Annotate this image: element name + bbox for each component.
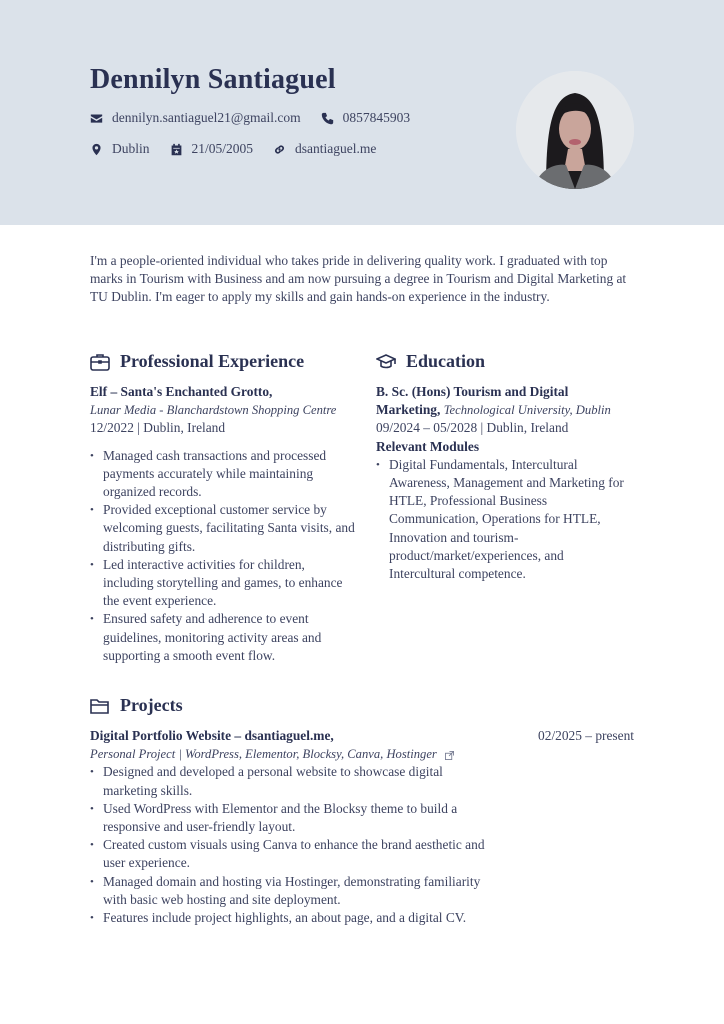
birthdate-item xyxy=(170,141,254,157)
calendar-icon xyxy=(170,143,183,156)
project-subtitle: Personal Project | WordPress, Elementor, Blocksy, Canva, Hostinger xyxy=(90,747,437,762)
modules-list xyxy=(376,456,626,583)
graduation-cap-icon xyxy=(376,353,396,371)
section-experience-title xyxy=(90,351,304,372)
envelope-icon xyxy=(90,112,103,125)
project-bullet: • Used WordPress with Elementor and the Blocksy theme to build a responsive and user-friendly layout. xyxy=(90,800,490,836)
map-pin-icon xyxy=(90,143,103,156)
phone-icon xyxy=(321,112,334,125)
experience-bullet: • Ensured safety and adherence to event guidelines, monitoring activity areas and supporting a smooth event flow. xyxy=(90,610,355,665)
birthdate-text: 21/05/2005 xyxy=(191,141,254,156)
experience-role: Elf – Santa's Enchanted Grotto, xyxy=(90,384,273,399)
experience-heading: Professional Experience xyxy=(120,351,305,371)
experience-bullet: • Managed cash transactions and processed payments accurately while maintaining organized records. xyxy=(90,447,355,502)
folder-icon xyxy=(90,697,110,715)
education-entry xyxy=(376,383,626,583)
contact-row-2 xyxy=(90,141,396,157)
experience-bullets xyxy=(90,447,355,665)
experience-date-location: 12/2022 | Dublin, Ireland xyxy=(90,420,226,436)
project-bullet: • Features include project highlights, an about page, and a digital CV. xyxy=(90,909,490,927)
external-link-icon[interactable] xyxy=(445,751,454,760)
contact-row-1 xyxy=(90,110,430,126)
project-name: Digital Portfolio Website – dsantiaguel.me, xyxy=(90,728,334,743)
location-text: Dublin xyxy=(112,141,150,156)
website-item[interactable] xyxy=(273,141,376,157)
email-text[interactable]: dennilyn.santiaguel21@gmail.com xyxy=(112,110,301,125)
project-bullet: • Created custom visuals using Canva to enhance the brand aesthetic and user experience. xyxy=(90,836,490,872)
experience-bullet: • Led interactive activities for children, including storytelling and games, to enhance the event experience. xyxy=(90,556,355,611)
education-date-location: 09/2024 – 05/2028 | Dublin, Ireland xyxy=(376,420,569,436)
education-heading: Education xyxy=(406,351,486,371)
section-education-title xyxy=(376,351,485,372)
project-bullet: • Designed and developed a personal website to showcase digital marketing skills. xyxy=(90,763,490,799)
education-school: Technological University, Dublin xyxy=(443,403,611,418)
header-band xyxy=(0,0,724,225)
phone-item[interactable] xyxy=(321,110,411,126)
projects-heading: Projects xyxy=(120,695,183,715)
section-projects-title xyxy=(90,695,183,716)
website-link[interactable]: dsantiaguel.me xyxy=(295,141,377,156)
profile-photo xyxy=(516,71,634,189)
email-item[interactable] xyxy=(90,110,301,126)
profile-summary: I'm a people-oriented individual who takes pride in delivering quality work. I graduated with top marks in Tourism with Business and am now pursuing a degree in Tourism and Digital Marketing at TU Dublin. I'm eager to apply my skills and gain hands-on experience in the industry. xyxy=(90,253,627,305)
modules-label: Relevant Modules xyxy=(376,438,480,454)
experience-company: Lunar Media - Blanchardstown Shopping Centre xyxy=(90,403,337,418)
experience-entry xyxy=(90,383,355,665)
modules-item: • Digital Fundamentals, Intercultural Awareness, Management and Marketing for HTLE, Professional Business Communication, Operations for HTLE, Innovation and tourism-product/market/experiences, and Intercultural competence. xyxy=(376,456,626,583)
link-icon xyxy=(273,143,286,156)
education-degree: B. Sc. (Hons) Tourism and Digital Marketing, xyxy=(376,384,569,418)
briefcase-icon xyxy=(90,353,110,371)
location-item xyxy=(90,141,150,157)
project-bullets xyxy=(90,763,490,927)
experience-bullet: • Provided exceptional customer service by welcoming guests, facilitating Santa visits, and distributing gifts. xyxy=(90,501,355,556)
project-entry xyxy=(90,727,490,927)
phone-text[interactable]: 0857845903 xyxy=(342,110,411,125)
candidate-name: Dennilyn Santiaguel xyxy=(90,64,336,95)
project-date: 02/2025 – present xyxy=(538,728,634,743)
project-bullet: • Managed domain and hosting via Hostinger, demonstrating familiarity with basic web hosting and site deployment. xyxy=(90,873,490,909)
